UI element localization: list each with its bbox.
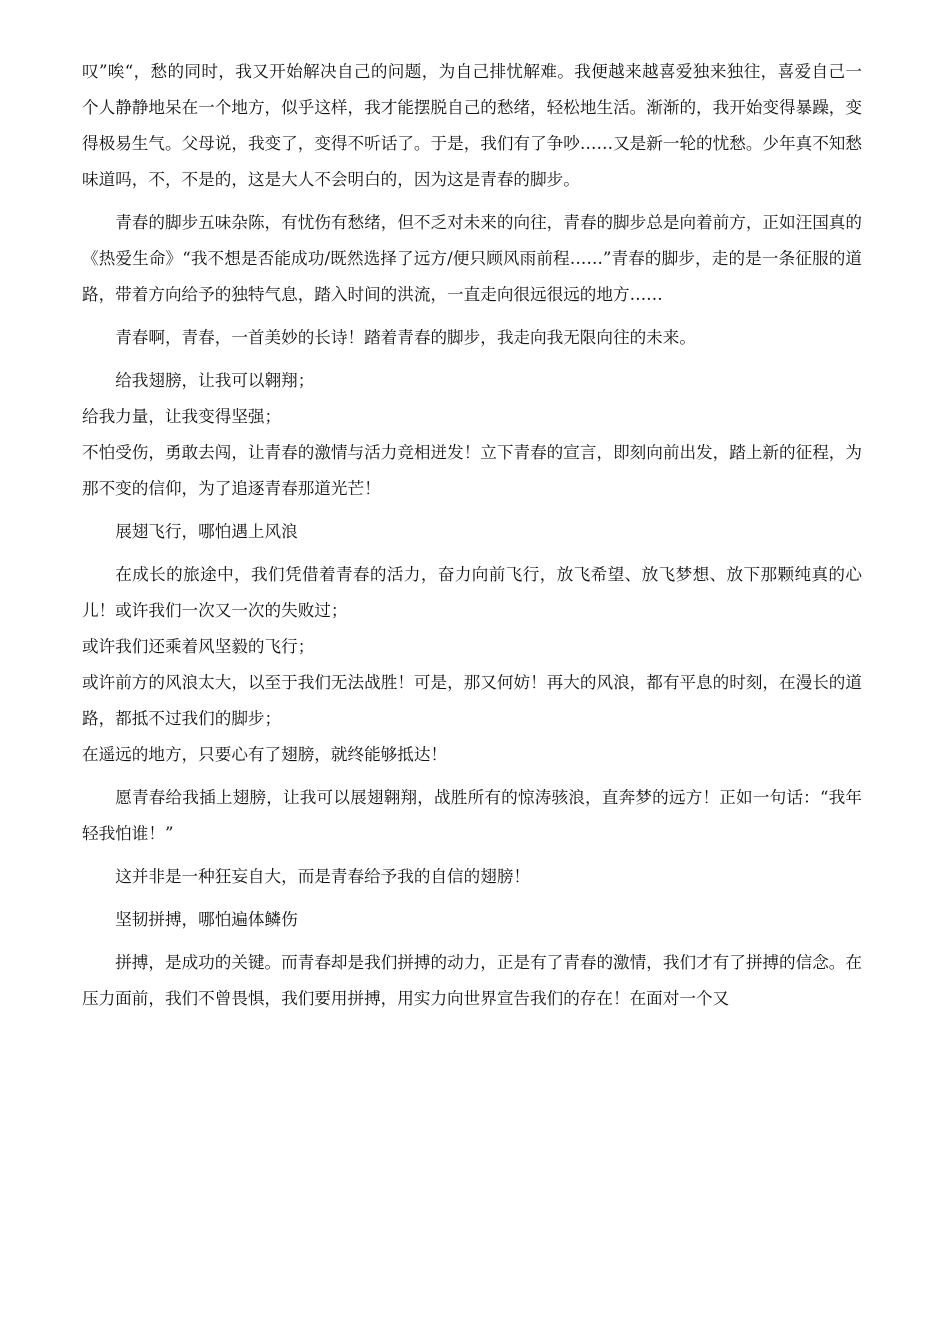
paragraph: 给我翅膀，让我可以翱翔； bbox=[115, 371, 315, 390]
paragraph: 愿青春给我插上翅膀，让我可以展翅翱翔，战胜所有的惊涛骇浪，直奔梦的远方！正如一句话：“我年轻我怕谁！” bbox=[82, 788, 862, 843]
paragraph: 在遥远的地方，只要心有了翅膀，就终能够抵达！ bbox=[82, 745, 448, 764]
paragraph: 拼搏，是成功的关键。而青春却是我们拼搏的动力，正是有了青春的激情，我们才有了拼搏的信念。在压力面前，我们不曾畏惧，我们要用拼搏，用实力向世界宣告我们的存在！在面对一个又 bbox=[82, 953, 862, 1008]
paragraph: 叹”唉“，愁的同时，我又开始解决自己的问题，为自己排忧解难。我便越来越喜爱独来独往，喜爱自己一个人静静地呆在一个地方，似乎这样，我才能摆脱自己的愁绪，轻松地生活。渐渐的，我开始变得暴躁，变得极易生气。父母说，我变了，变得不听话了。于是，我们有了争吵……又是新一轮的忧愁。少年真不知愁味道吗，不，不是的，这是大人不会明白的，因为这是青春的脚步。 bbox=[82, 62, 862, 189]
paragraph: 青春的脚步五味杂陈，有忧伤有愁绪，但不乏对未来的向往，青春的脚步总是向着前方，正如汪国真的《热爱生命》“我不想是否能成功/既然选择了远方/便只顾风雨前程……”青春的脚步，走的是一条征服的道路，带着方向给予的独特气息，踏入时间的洪流，一直走向很远很远的地方…… bbox=[82, 213, 862, 304]
paragraph: 或许我们还乘着风坚毅的飞行； bbox=[82, 637, 315, 656]
paragraph: 在成长的旅途中，我们凭借着青春的活力，奋力向前飞行，放飞希望、放飞梦想、放下那颗纯真的心儿！或许我们一次又一次的失败过； bbox=[82, 565, 862, 620]
section-heading: 坚韧拼搏，哪怕遍体鳞伤 bbox=[115, 910, 298, 929]
paragraph: 这并非是一种狂妄自大，而是青春给予我的自信的翅膀！ bbox=[115, 867, 531, 886]
paragraph: 不怕受伤，勇敢去闯，让青春的激情与活力竞相迸发！立下青春的宣言，即刻向前出发，踏上新的征程，为那不变的信仰，为了追逐青春那道光芒！ bbox=[82, 443, 862, 498]
paragraph: 给我力量，让我变得坚强； bbox=[82, 407, 282, 426]
paragraph: 青春啊，青春，一首美妙的长诗！踏着青春的脚步，我走向我无限向往的未来。 bbox=[115, 328, 696, 347]
paragraph: 或许前方的风浪太大，以至于我们无法战胜！可是，那又何妨！再大的风浪，都有平息的时刻，在漫长的道路，都抵不过我们的脚步； bbox=[82, 673, 862, 728]
document-body bbox=[82, 54, 862, 1024]
section-heading: 展翅飞行，哪怕遇上风浪 bbox=[115, 522, 298, 541]
